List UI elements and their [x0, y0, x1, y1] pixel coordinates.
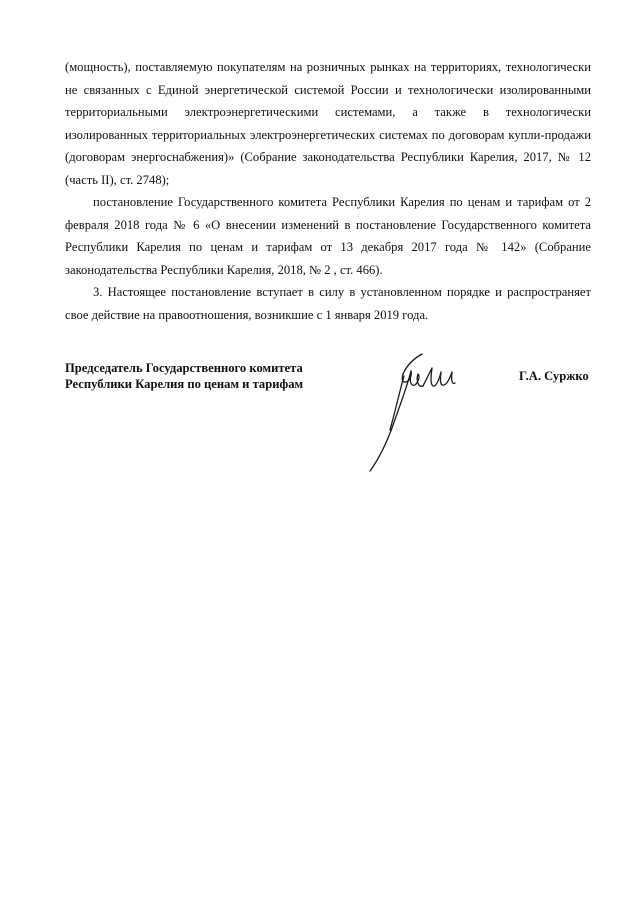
signatory-position-line1: Председатель Государственного комитета [65, 361, 303, 375]
paragraph-resolution-reference: постановление Государственного комитета Республики Карелия по ценам и тарифам от 2 февраля 2018 года № 6 «О внесении изменений в постановление Государственного комитета Республики Карелия по ценам и тарифам от 13 декабря 2017 года № 142» (Собрание законодательства Республики Карелия, 2018, № 2 , ст. 466). [65, 195, 591, 277]
signatory-position [65, 360, 345, 392]
handwritten-signature [360, 350, 470, 475]
paragraph-effective-date: 3. Настоящее постановление вступает в силу в установленном порядке и распространяет свое действие на правоотношения, возникшие с 1 января 2019 года. [65, 285, 591, 322]
signatory-name: Г.А. Суржко [519, 369, 589, 383]
paragraph-continuation: (мощность), поставляемую покупателям на розничных рынках на территориях, технологически не связанных с Единой энергетической системой России и технологически изолированными территориальными электроэнергетическими системами, а также в технологически изолированных территориальных электроэнергетических системах по договорам купли-продажи (договорам энергоснабжения)» (Собрание законодательства Республики Карелия, 2017, № 12 (часть II), ст. 2748); [65, 60, 591, 187]
signatory-position-line2: Республики Карелия по ценам и тарифам [65, 377, 304, 391]
